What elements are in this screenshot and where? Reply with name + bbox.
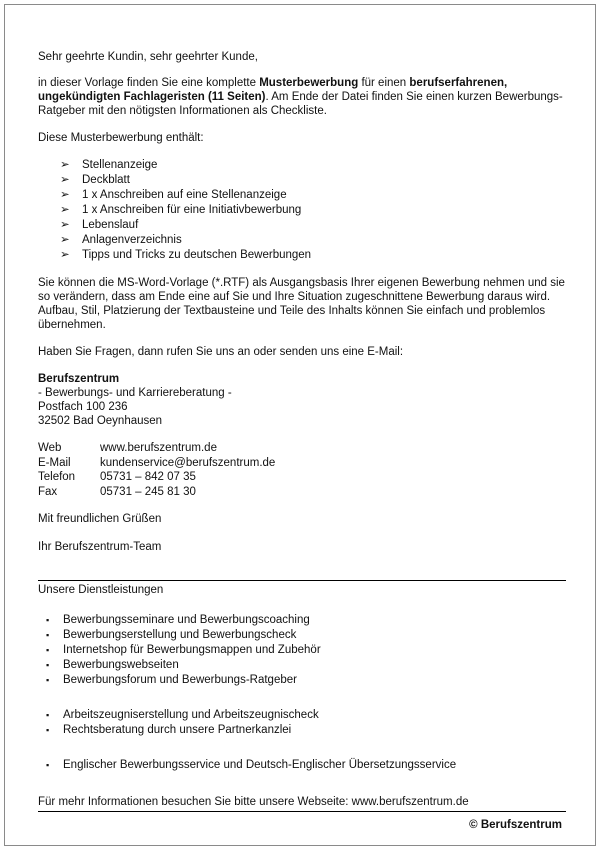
services-group-1 xyxy=(38,613,566,688)
arrow-bullet-icon: ➢ xyxy=(60,234,70,246)
contact-label: Web xyxy=(38,442,62,454)
list-item-label: Tipps und Tricks zu deutschen Bewerbungen xyxy=(82,249,312,261)
signature-line: Ihr Berufszentrum-Team xyxy=(38,541,162,553)
intro-bold-fachlagerist: berufserfahrenen, ungekündigten Fachlageristen (11 Seiten) xyxy=(38,77,508,103)
services-group-2 xyxy=(38,708,566,738)
intro-text-3: . Am Ende der Datei finden Sie einen kurzen Bewerbungs-Ratgeber mit den nötigsten Informationen als Checkliste. xyxy=(38,91,563,117)
service-item xyxy=(46,673,566,688)
list-item xyxy=(60,158,566,173)
list-item xyxy=(60,218,566,233)
arrow-bullet-icon: ➢ xyxy=(60,204,70,216)
fax-number: 05731 – 245 81 30 xyxy=(100,485,196,498)
contains-list xyxy=(38,158,566,263)
company-subtitle: - Bewerbungs- und Karriereberatung - xyxy=(38,387,232,399)
footer-info-line: Für mehr Informationen besuchen Sie bitte unsere Webseite: www.berufszentrum.de xyxy=(38,795,566,812)
phone-number: 05731 – 842 07 35 xyxy=(100,471,196,483)
square-bullet-icon: ▪ xyxy=(46,615,50,625)
service-label: Arbeitszeugniserstellung und Arbeitszeugnischeck xyxy=(63,709,319,721)
contact-row-phone xyxy=(38,470,566,485)
service-label: Bewerbungserstellung und Bewerbungscheck xyxy=(63,629,297,641)
service-item xyxy=(46,628,566,643)
list-item xyxy=(60,188,566,203)
service-item xyxy=(46,658,566,673)
service-item xyxy=(46,723,566,738)
list-item-label: Anlagenverzeichnis xyxy=(82,234,182,246)
intro-text-2: für einen xyxy=(358,77,410,89)
company-address-2: 32502 Bad Oeynhausen xyxy=(38,415,163,427)
service-item xyxy=(46,643,566,658)
square-bullet-icon: ▪ xyxy=(46,710,50,720)
services-heading: Unsere Dienstleistungen xyxy=(38,584,164,596)
square-bullet-icon: ▪ xyxy=(46,675,50,685)
intro-paragraph xyxy=(38,76,566,118)
contact-row-web xyxy=(38,441,566,456)
list-item-label: Deckblatt xyxy=(82,174,130,186)
arrow-bullet-icon: ➢ xyxy=(60,219,70,231)
list-item-label: Lebenslauf xyxy=(82,219,139,231)
list-item xyxy=(60,203,566,218)
service-label: Bewerbungsforum und Bewerbungs-Ratgeber xyxy=(63,674,297,686)
services-group-3 xyxy=(38,758,566,773)
copyright-line: © Berufszentrum xyxy=(469,819,562,831)
arrow-bullet-icon: ➢ xyxy=(60,189,70,201)
service-label: Bewerbungsseminare und Bewerbungscoaching xyxy=(63,614,310,626)
contact-row-fax xyxy=(38,485,566,500)
arrow-bullet-icon: ➢ xyxy=(60,174,70,186)
contact-table xyxy=(38,441,566,499)
square-bullet-icon: ▪ xyxy=(46,760,50,770)
list-item xyxy=(60,248,566,263)
contact-label: Telefon xyxy=(38,471,76,483)
list-item-label: 1 x Anschreiben für eine Initiativbewerbung xyxy=(82,204,302,216)
company-address-1: Postfach 100 236 xyxy=(38,401,128,413)
service-item xyxy=(46,613,566,628)
service-item xyxy=(46,758,566,773)
square-bullet-icon: ▪ xyxy=(46,645,50,655)
service-item xyxy=(46,708,566,723)
service-label: Rechtsberatung durch unsere Partnerkanzlei xyxy=(63,724,292,736)
square-bullet-icon: ▪ xyxy=(46,725,50,735)
arrow-bullet-icon: ➢ xyxy=(60,159,70,171)
usage-paragraph: Sie können die MS-Word-Vorlage (*.RTF) als Ausgangsbasis Ihrer eigenen Bewerbung nehmen und sie so verändern, dass am Ende eine auf Sie und Ihre Situation zugeschnittene Bewerbung daraus wird. Aufbau, Stil, Platzierung der Textbausteine und Teile des Inhalts können Sie einfach und problemlos übernehmen. xyxy=(38,277,565,331)
email-address: kundenservice@berufszentrum.de xyxy=(100,456,276,469)
contains-heading: Diese Musterbewerbung enthält: xyxy=(38,132,204,144)
closing-line: Mit freundlichen Grüßen xyxy=(38,513,162,525)
square-bullet-icon: ▪ xyxy=(46,660,50,670)
list-item xyxy=(60,173,566,188)
list-item xyxy=(60,233,566,248)
company-block xyxy=(38,372,566,428)
list-item-label: Stellenanzeige xyxy=(82,159,158,171)
questions-line: Haben Sie Fragen, dann rufen Sie uns an oder senden uns eine E-Mail: xyxy=(38,346,404,358)
service-label: Internetshop für Bewerbungsmappen und Zubehör xyxy=(63,644,321,656)
service-label: Bewerbungswebseiten xyxy=(63,659,179,671)
square-bullet-icon: ▪ xyxy=(46,630,50,640)
list-item-label: 1 x Anschreiben auf eine Stellenanzeige xyxy=(82,189,287,201)
website-url: www.berufszentrum.de xyxy=(100,442,217,454)
intro-text-1: in dieser Vorlage finden Sie eine komplette xyxy=(38,77,260,89)
intro-bold-musterbewerbung: Musterbewerbung xyxy=(259,77,359,89)
arrow-bullet-icon: ➢ xyxy=(60,249,70,261)
contact-row-email xyxy=(38,456,566,471)
contact-label: E-Mail xyxy=(38,456,71,469)
contact-label: Fax xyxy=(38,485,58,498)
service-label: Englischer Bewerbungsservice und Deutsch-Englischer Übersetzungsservice xyxy=(63,759,457,771)
salutation: Sehr geehrte Kundin, sehr geehrter Kunde, xyxy=(38,51,258,63)
company-name: Berufszentrum xyxy=(38,373,120,385)
